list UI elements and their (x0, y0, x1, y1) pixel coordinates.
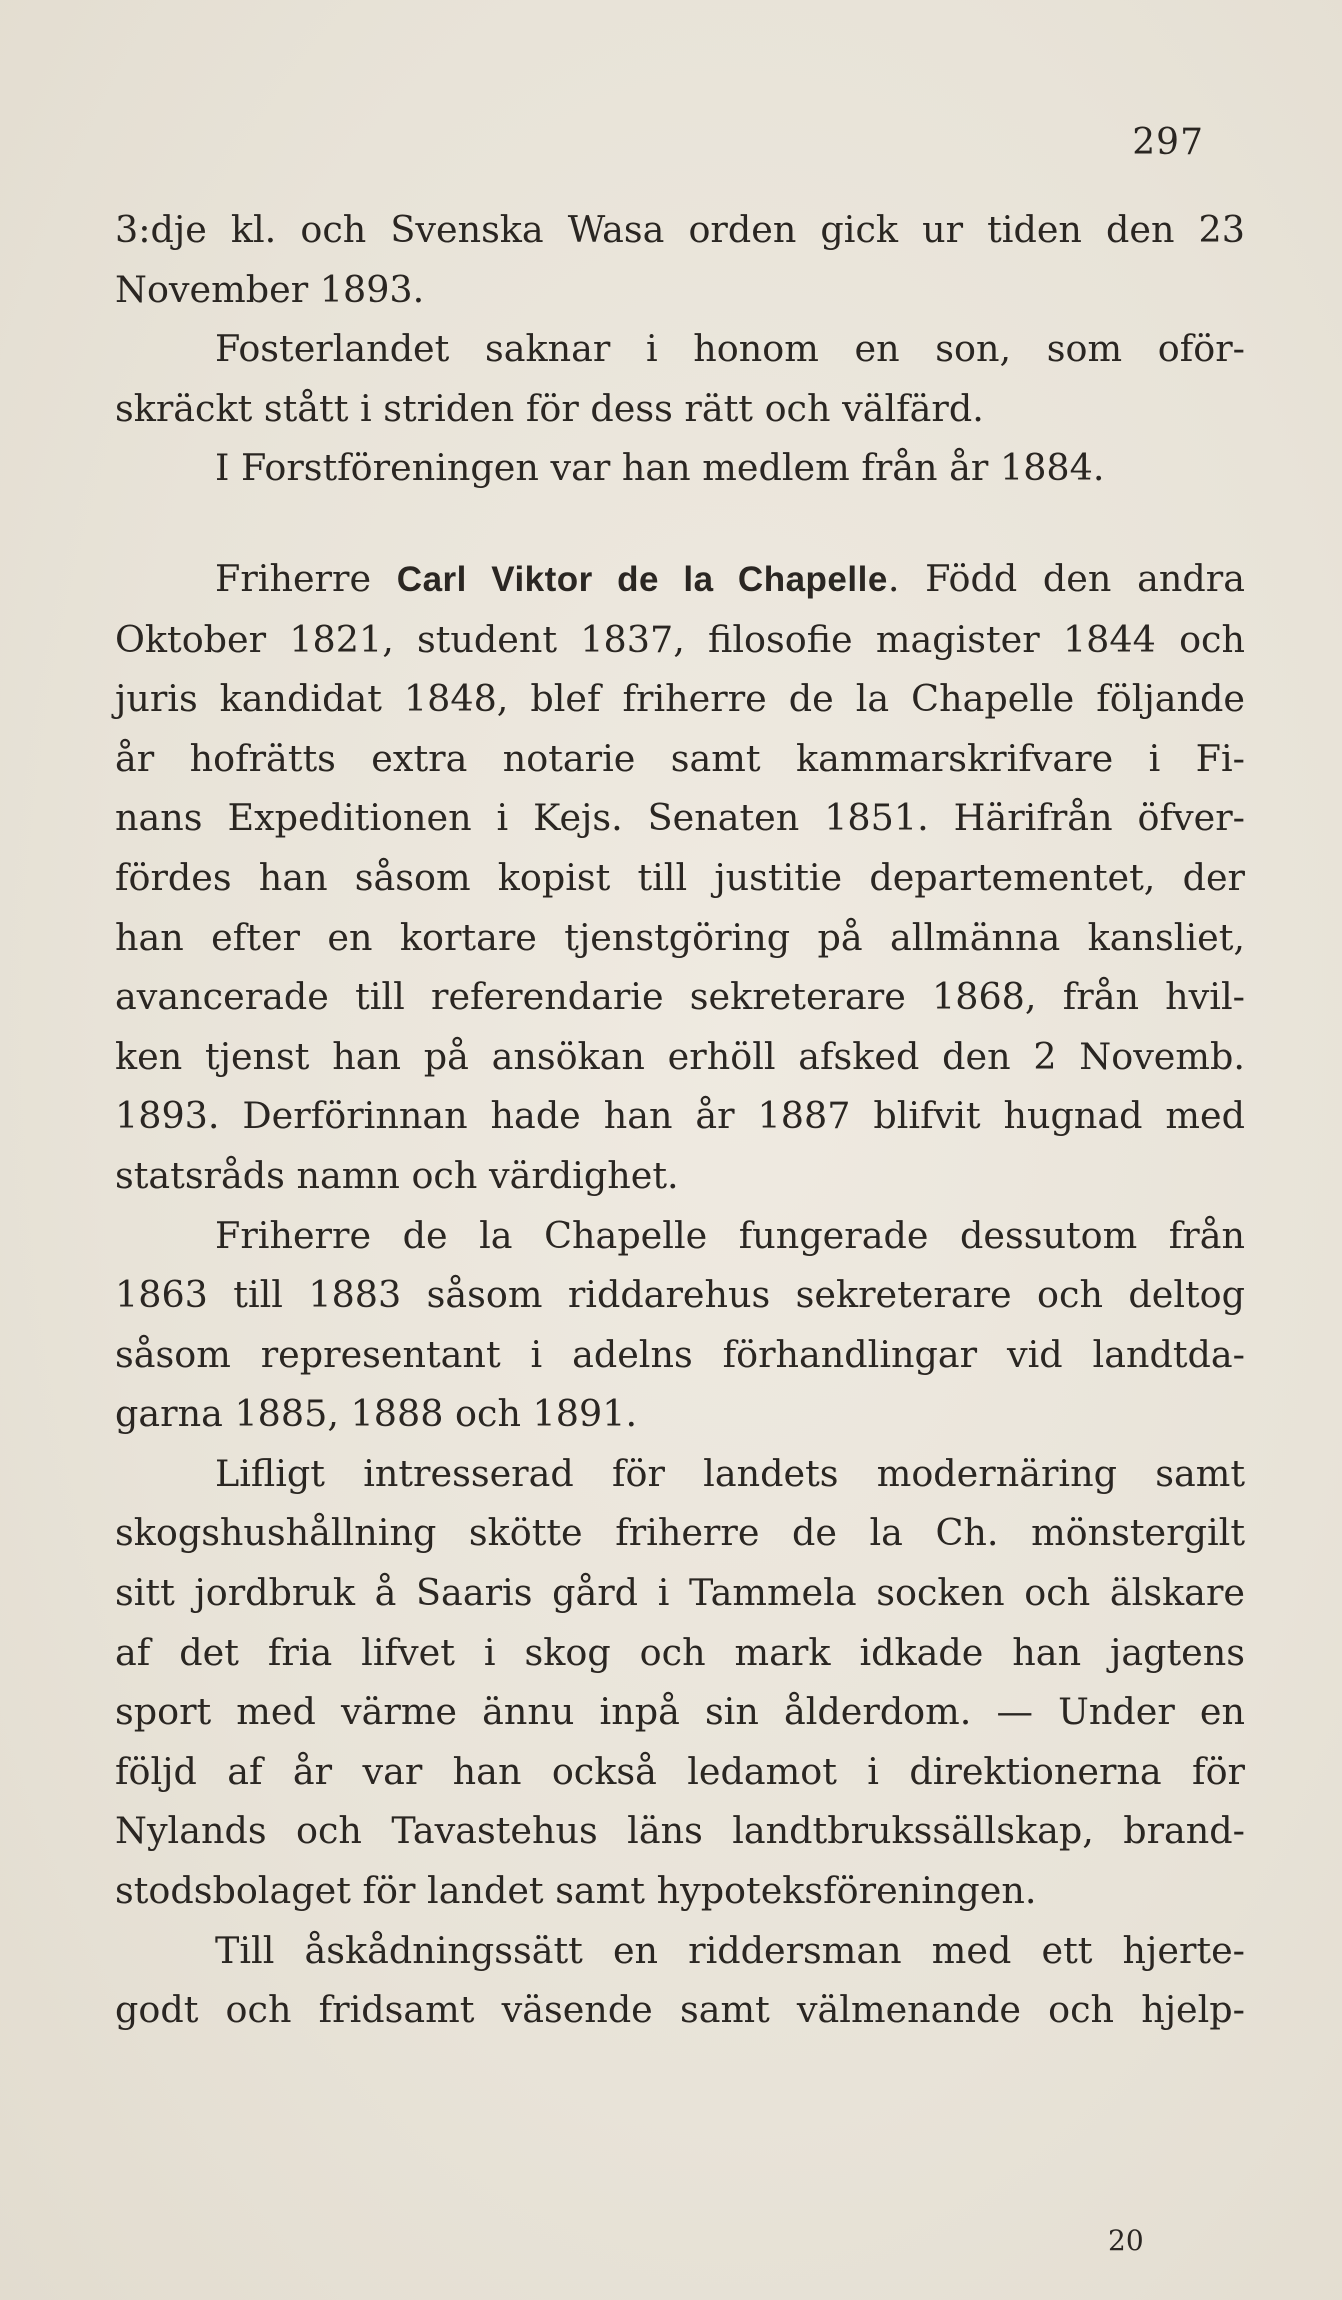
body-text (115, 200, 1245, 2040)
text-line: juris kandidat 1848, blef friherre de la Chapelle följande (115, 677, 1245, 721)
text-line: Nylands och Tavastehus läns landtbrukssällskap, brand- (115, 1809, 1245, 1853)
text-line: statsråds namn och värdighet. (115, 1153, 679, 1197)
text-line: af det fria lifvet i skog och mark idkade han jagtens (115, 1630, 1245, 1674)
paragraph-4 (115, 549, 1245, 1206)
text-line: följd af år var han också ledamot i direktionerna för (115, 1749, 1245, 1793)
lead-text: Friherre (215, 556, 397, 600)
text-line: nans Expeditionen i Kejs. Senaten 1851. Härifrån öfver- (115, 796, 1245, 840)
person-name: Carl Viktor de la Chapelle (396, 559, 888, 599)
text-line: såsom representant i adelns förhandlingar vid landtda- (115, 1332, 1245, 1376)
paragraph-7 (115, 1921, 1245, 2040)
text-line: fördes han såsom kopist till justitie departementet, der (115, 855, 1245, 899)
text-line: Fosterlandet saknar i honom en son, som oför- (215, 327, 1245, 371)
paragraph-1 (115, 200, 1245, 319)
text-line: godt och fridsamt väsende samt välmenande och hjelp- (115, 1988, 1245, 2032)
page-number: 297 (1132, 122, 1204, 163)
text-line: I Forstföreningen var han medlem från år 1884. (215, 446, 1105, 490)
text-line: år hofrätts extra notarie samt kammarskrifvare i Fi- (115, 736, 1245, 780)
text-line: 1893. Derförinnan hade han år 1887 blifvit hugnad med (115, 1094, 1245, 1138)
text-line: ken tjenst han på ansökan erhöll afsked den 2 Novemb. (115, 1034, 1245, 1078)
paragraph-6 (115, 1444, 1245, 1921)
text-line: Till åskådningssätt en riddersman med ett hjerte- (215, 1928, 1245, 1972)
paragraph-2 (115, 319, 1245, 438)
text-line: garna 1885, 1888 och 1891. (115, 1392, 638, 1436)
text-line: 3:dje kl. och Svenska Wasa orden gick ur tiden den 23 (115, 208, 1245, 251)
text-line: Oktober 1821, student 1837, filosofie magister 1844 och (115, 617, 1245, 661)
text-line: avancerade till referendarie sekreterare 1868, från hvil- (115, 975, 1245, 1019)
lead-rest: . Född den andra (887, 556, 1245, 600)
text-line: han efter en kortare tjenstgöring på allmänna kansliet, (115, 915, 1245, 959)
paragraph-5 (115, 1206, 1245, 1444)
signature-mark: 20 (1108, 2224, 1144, 2257)
text-line: Friherre de la Chapelle fungerade dessutom från (215, 1213, 1245, 1257)
text-line: sport med värme ännu inpå sin ålderdom. — Under en (115, 1690, 1245, 1734)
text-line: sitt jordbruk å Saaris gård i Tammela socken och älskare (115, 1571, 1245, 1615)
text-line: skogshushållning skötte friherre de la Ch. mönstergilt (115, 1511, 1245, 1555)
text-line: skräckt stått i striden för dess rätt och välfärd. (115, 386, 984, 430)
paragraph-3 (115, 438, 1245, 498)
text-line: stodsbolaget för landet samt hypoteksföreningen. (115, 1869, 1037, 1913)
text-line: Lifligt intresserad för landets modernäring samt (215, 1451, 1245, 1495)
text-line: 1863 till 1883 såsom riddarehus sekreterare och deltog (115, 1273, 1245, 1317)
text-line: November 1893. (115, 267, 425, 311)
text-line (115, 549, 1245, 610)
